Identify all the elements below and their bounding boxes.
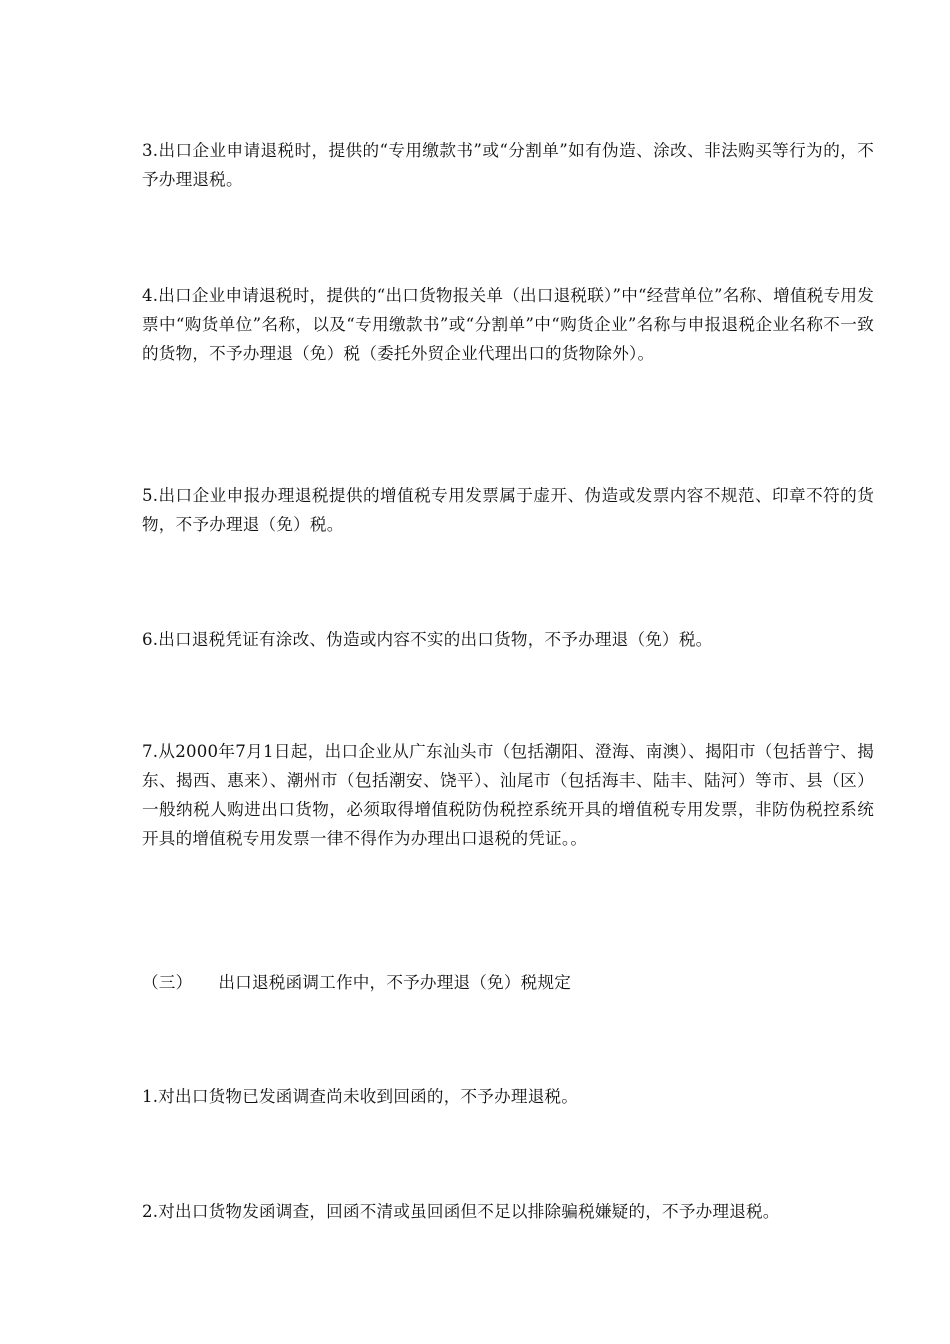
section-heading xyxy=(142,968,874,997)
section-heading-title: 出口退税函调工作中，不予办理退（免）税规定 xyxy=(218,973,572,992)
section-heading-number: （三） xyxy=(142,973,193,992)
section-paragraph-2: 2.对出口货物发函调查，回函不清或虽回函但不足以排除骗税嫌疑的，不予办理退税。 xyxy=(142,1202,780,1221)
paragraph-5: 5.出口企业申报办理退税提供的增值税专用发票属于虚开、伪造或发票内容不规范、印章不符的货物，不予办理退（免）税。 xyxy=(142,486,874,534)
paragraph-4: 4.出口企业申请退税时，提供的“出口货物报关单（出口退税联）”中“经营单位”名称、增值税专用发票中“购货单位”名称，以及“专用缴款书”或“分割单”中“购货企业”名称与申报退税企业名称不一致的货物，不予办理退（免）税（委托外贸企业代理出口的货物除外）。 xyxy=(142,286,874,363)
paragraph-7: 7.从2000年7月1日起，出口企业从广东汕头市（包括潮阳、澄海、南澳）、揭阳市（包括普宁、揭东、揭西、惠来）、潮州市（包括潮安、饶平）、汕尾市（包括海丰、陆丰、陆河）等市、县（区）一般纳税人购进出口货物，必须取得增值税防伪税控系统开具的增值税专用发票，非防伪税控系统开具的增值税专用发票一律不得作为办理出口退税的凭证。。 xyxy=(142,742,874,848)
paragraph-3: 3.出口企业申请退税时，提供的“专用缴款书”或“分割单”如有伪造、涂改、非法购买等行为的，不予办理退税。 xyxy=(142,141,874,189)
paragraph-6: 6.出口退税凭证有涂改、伪造或内容不实的出口货物，不予办理退（免）税。 xyxy=(142,630,713,649)
section-paragraph-1: 1.对出口货物已发函调查尚未收到回函的，不予办理退税。 xyxy=(142,1087,579,1106)
